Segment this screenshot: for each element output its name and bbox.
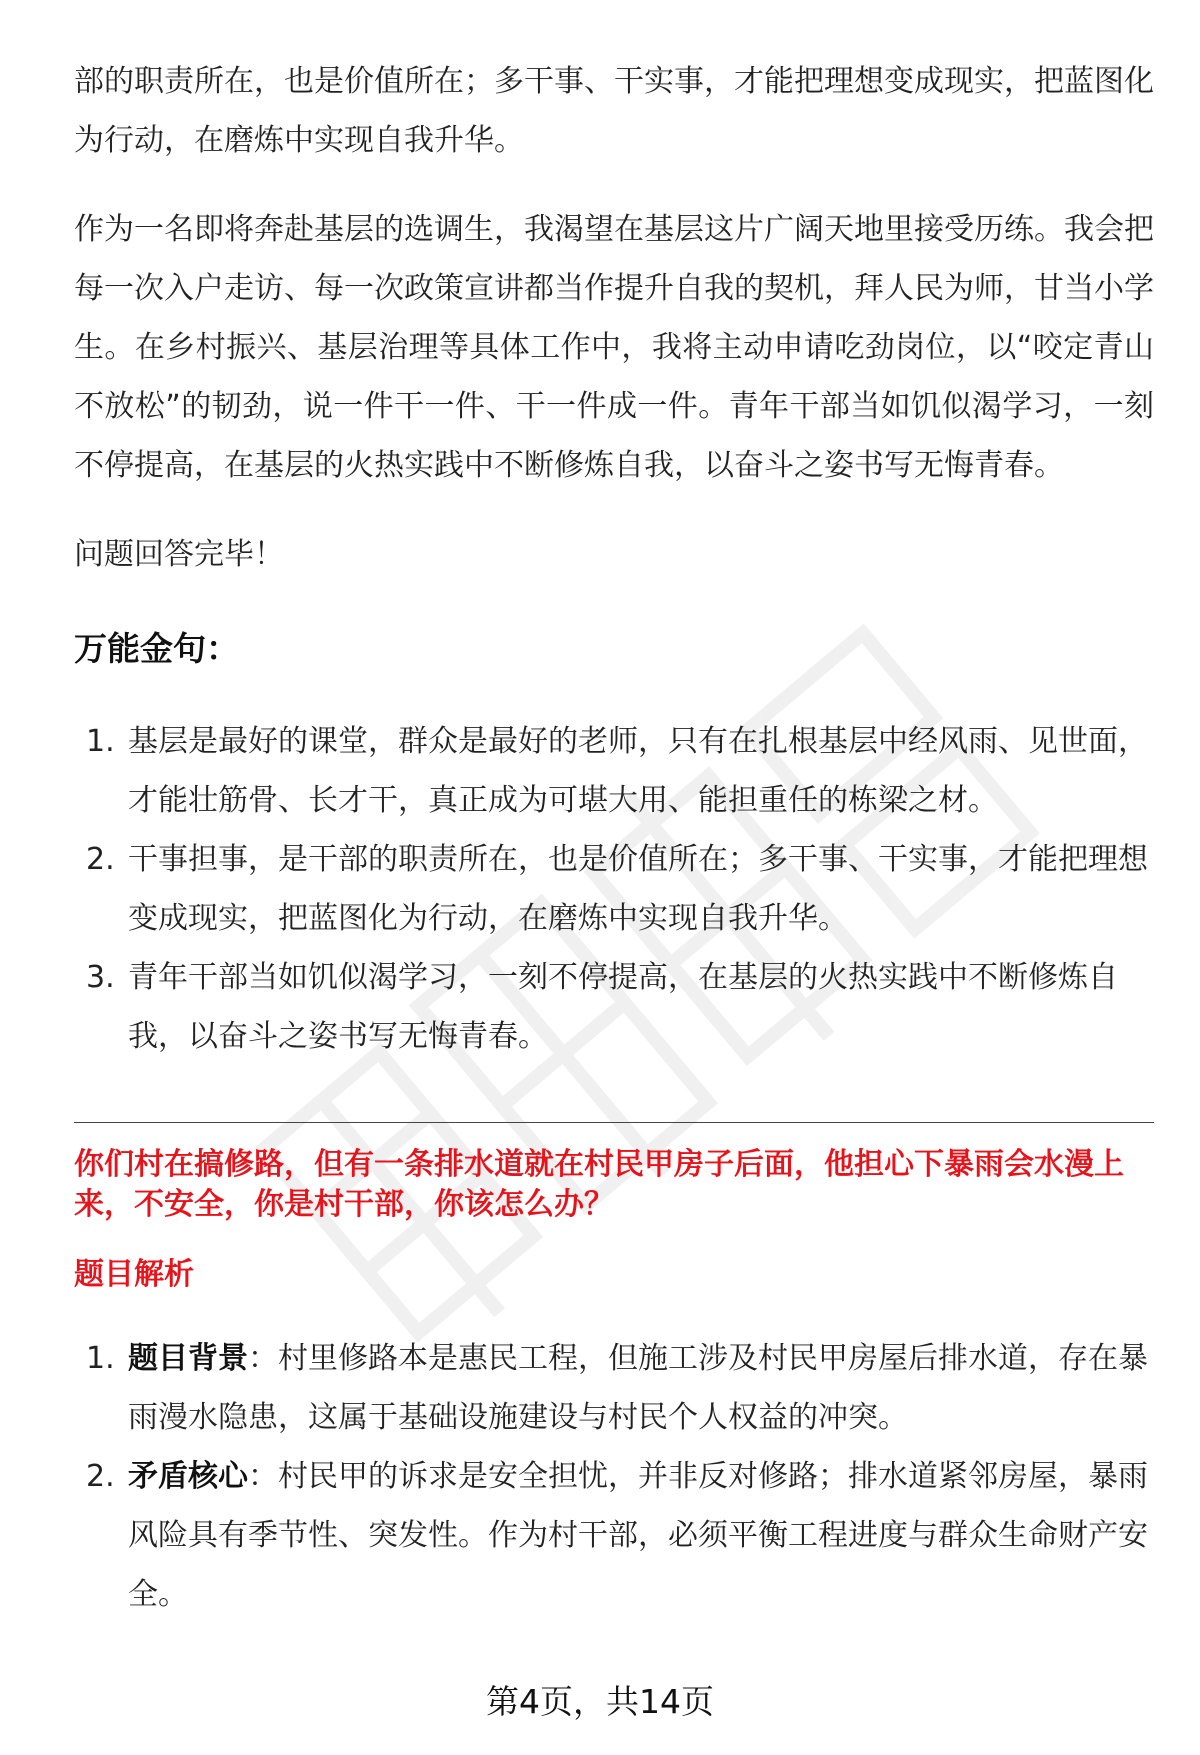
list-item (74, 948, 1154, 1066)
analysis-list (74, 1329, 1154, 1624)
paragraph-continuation: 部的职责所在，也是价值所在；多干事、干实事，才能把理想变成现实，把蓝图化为行动，在磨炼中实现自我升华。 (74, 64, 1154, 158)
section-divider (74, 1122, 1154, 1123)
golden-sentences-heading: 万能金句： (74, 629, 239, 668)
list-item-number: 1. (86, 1341, 115, 1376)
list-item (74, 830, 1154, 948)
list-item-text: 青年干部当如饥似渴学习，一刻不停提高，在基层的火热实践中不断修炼自我，以奋斗之姿书写无悔青春。 (128, 960, 1118, 1054)
list-item-text: 干事担事，是干部的职责所在，也是价值所在；多干事、干实事，才能把理想变成现实，把蓝图化为行动，在磨炼中实现自我升华。 (128, 842, 1148, 936)
golden-sentences-list (74, 712, 1154, 1066)
paragraph-answer-body: 作为一名即将奔赴基层的选调生，我渴望在基层这片广阔天地里接受历练。我会把每一次入户走访、每一次政策宣讲都当作提升自我的契机，拜人民为师，甘当小学生。在乡村振兴、基层治理等具体工作中，我将主动申请吃劲岗位，以“咬定青山不放松”的韧劲，说一件干一件、干一件成一件。青年干部当如饥似渴学习，一刻不停提高，在基层的火热实践中不断修炼自我，以奋斗之姿书写无悔青春。 (74, 212, 1154, 483)
list-item (74, 712, 1154, 830)
list-item-number: 1. (86, 724, 115, 759)
list-item (74, 1447, 1154, 1624)
page-footer: 第4页，共14页 (486, 1682, 714, 1721)
list-item (74, 1329, 1154, 1447)
main-content (74, 52, 1154, 1624)
analysis-heading: 题目解析 (74, 1257, 194, 1292)
question-title: 你们村在搞修路，但有一条排水道就在村民甲房子后面，他担心下暴雨会水漫上来，不安全，你是村干部，你该怎么办？ (74, 1147, 1124, 1222)
paragraph-answer-end: 问题回答完毕！ (74, 537, 284, 572)
list-item-number: 3. (86, 960, 115, 995)
list-item-term: 矛盾核心 (128, 1459, 248, 1494)
list-item-number: 2. (86, 842, 115, 877)
list-item-term: 题目背景 (128, 1341, 248, 1376)
list-item-text: ：村民甲的诉求是安全担忧，并非反对修路；排水道紧邻房屋，暴雨风险具有季节性、突发性。作为村干部，必须平衡工程进度与群众生命财产安全。 (128, 1459, 1148, 1612)
list-item-text: 基层是最好的课堂，群众是最好的老师，只有在扎根基层中经风雨、见世面，才能壮筋骨、长才干，真正成为可堪大用、能担重任的栋梁之材。 (128, 724, 1148, 818)
list-item-number: 2. (86, 1459, 115, 1494)
list-item-text: ：村里修路本是惠民工程，但施工涉及村民甲房屋后排水道，存在暴雨漫水隐患，这属于基础设施建设与村民个人权益的冲突。 (128, 1341, 1148, 1435)
